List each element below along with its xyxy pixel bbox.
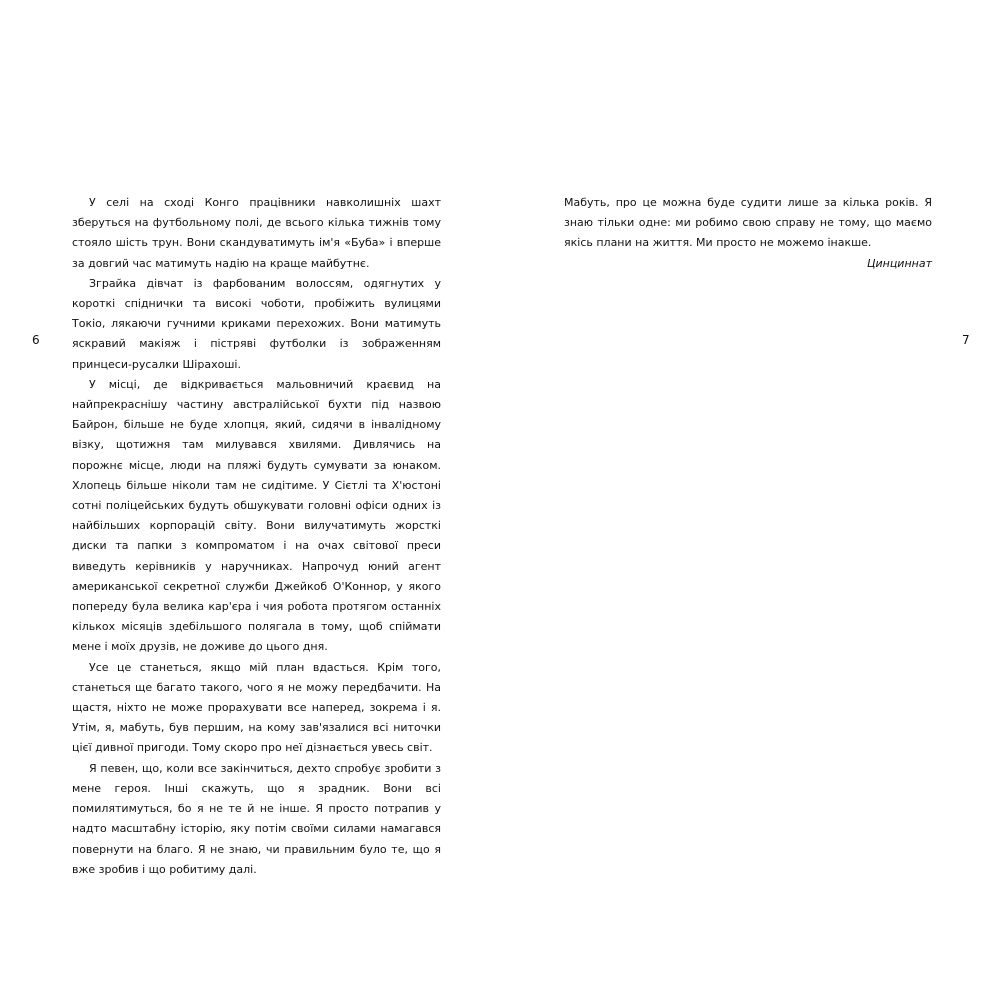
paragraph-1: У селі на сході Конго працівники навколишніх шахт зберуться на футбольному полі, де всього кілька тижнів тому стояло шість трун. Вони скандуватимуть ім'я «Буба» і вперше за довгий час матимуть надію на краще майбутнє. xyxy=(72,196,441,270)
left-page-text xyxy=(72,193,441,880)
paragraph-4: Усе це станеться, якщо мій план вдасться. Крім того, станеться ще багато такого, чого я не можу передбачити. На щастя, ніхто не може прорахувати все наперед, зокрема і я. Утім, я, мабуть, був першим, на кому зав'язалися всі ниточки цієї дивної пригоди. Тому скоро про неї дізнається увесь світ. xyxy=(72,660,441,755)
paragraph-3: У місці, де відкривається мальовничий краєвид на найпрекраснішу частину австралійської бухти під назвою Байрон, більше не буде хлопця, який, сидячи в інвалідному візку, щотижня там милувався хвилями. Дивлячись на порожнє місце, люди на пляжі будуть сумувати за юнаком. Хлопець більше ніколи там не сидітиме. У Сієтлі та Х'юстоні сотні поліцейських будуть обшукувати головні офіси одних із найбільших корпорацій світу. Вони вилучатимуть жорсткі диски та папки з компроматом і на очах світової преси виведуть керівників у наручниках. Напрочуд юний агент американської секретної служби Джейкоб О'Коннор, у якого попереду була велика кар'єра і чия робота протягом останніх кількох місяців здебільшого полягала в тому, щоб спіймати мене і моїх друзів, не доживе до цього дня. xyxy=(72,377,441,654)
page-number-left: 6 xyxy=(32,333,40,347)
paragraph-2: Зграйка дівчат із фарбованим волоссям, одягнутих у короткі спіднички та високі чоботи, пробіжить вулицями Токіо, лякаючи гучними криками перехожих. Вони матимуть яскравий макіяж і пістряві футболки із зображенням принцеси-русалки Шірахоші. xyxy=(72,276,441,371)
right-page xyxy=(500,0,1000,1000)
page-number-right: 7 xyxy=(962,333,970,347)
paragraph-6: Мабуть, про це можна буде судити лише за кілька років. Я знаю тільки одне: ми робимо свою справу не тому, що маємо якісь плани на життя. Ми просто не можемо інакше. xyxy=(564,196,932,250)
paragraph-5: Я певен, що, коли все закінчиться, дехто спробує зробити з мене героя. Інші скажуть, що я зрадник. Вони всі помилятимуться, бо я не те й не інше. Я просто потрапив у надто масштабну історію, яку потім своїми силами намагався повернути на благо. Я не знаю, чи правильним було те, що я вже зробив і що робитиму далі. xyxy=(72,761,441,876)
right-page-text xyxy=(564,193,932,274)
signature: Цинциннат xyxy=(866,256,932,270)
